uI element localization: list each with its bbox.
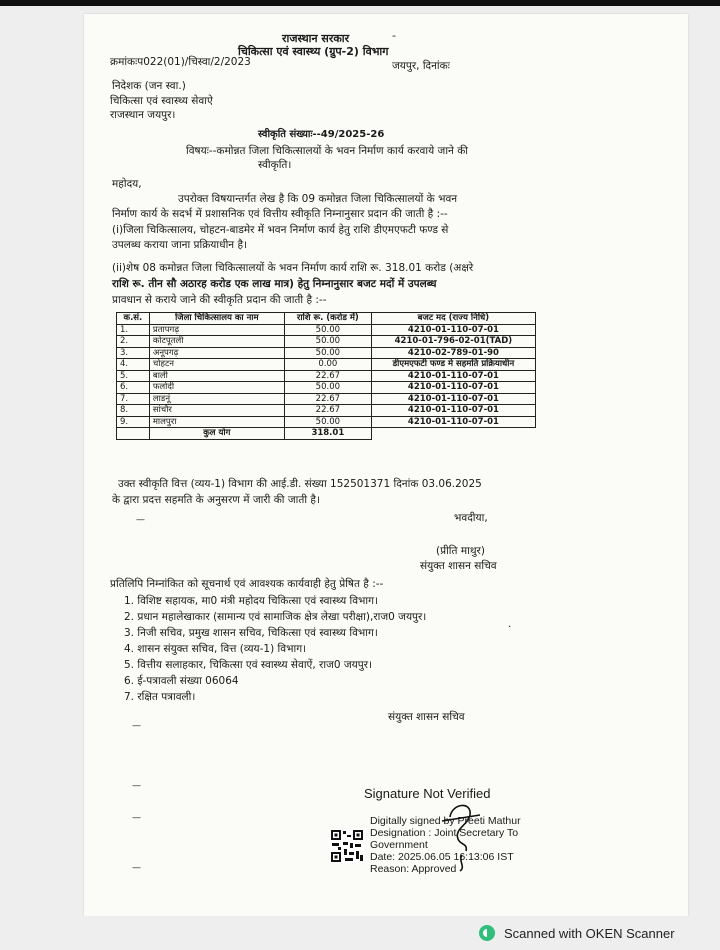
hospital-cell: लाडनूं bbox=[149, 393, 284, 405]
serial-cell: 2. bbox=[117, 336, 150, 348]
budget-head-cell: डीएमएफटी फण्ड मे सहमति प्रक्रियाधीन bbox=[371, 359, 535, 371]
total-label: कुल योग bbox=[149, 428, 284, 440]
hospital-cell: बाली bbox=[149, 370, 284, 382]
total-empty-cell bbox=[117, 428, 150, 440]
budget-head-cell: 4210-01-110-07-01 bbox=[371, 324, 535, 336]
qr-code bbox=[330, 829, 364, 863]
amount-cell: 50.00 bbox=[284, 416, 371, 428]
table-row bbox=[117, 347, 536, 359]
scan-mark: — bbox=[132, 781, 141, 791]
copy-to-item: 5. वित्तीय सलाहकार, चिकित्सा एवं स्वास्थ्य सेवाऐं, राज0 जयपुर। bbox=[124, 659, 372, 671]
col-header-amount: राशि रू. (करोड में) bbox=[284, 313, 371, 325]
hospital-cell: प्रतापगढ़ bbox=[149, 324, 284, 336]
scan-mark: — bbox=[132, 813, 141, 823]
col-header-serial: क.सं. bbox=[117, 313, 150, 325]
handwritten-signature bbox=[432, 795, 492, 875]
hospital-cell: कोटपूतली bbox=[149, 336, 284, 348]
amount-cell: 22.67 bbox=[284, 370, 371, 382]
top-edge-bar bbox=[0, 0, 720, 6]
signature-date: Date: 2025.06.05 16:13:06 IST bbox=[370, 851, 514, 863]
salutation: महोदय, bbox=[112, 178, 142, 190]
table-row bbox=[117, 324, 536, 336]
scan-mark: — bbox=[132, 721, 141, 731]
table-header-row bbox=[117, 313, 536, 325]
serial-cell: 1. bbox=[117, 324, 150, 336]
serial-cell: 9. bbox=[117, 416, 150, 428]
scan-mark: - bbox=[392, 29, 396, 42]
subject-line-1: विषयः--कमोन्नत जिला चिकित्सालयों के भवन निर्माण कार्य करवाये जाने की bbox=[186, 145, 469, 157]
copy-to-item: 3. निजी सचिव, प्रमुख शासन सचिव, चिकित्सा एवं स्वास्थ्य विभाग। bbox=[124, 627, 378, 639]
table-row bbox=[117, 370, 536, 382]
copy-to-item: 6. ई-पत्रावली संख्या 06064 bbox=[124, 675, 239, 687]
serial-cell: 8. bbox=[117, 405, 150, 417]
copy-signoff: संयुक्त शासन सचिव bbox=[388, 711, 465, 723]
amount-cell: 22.67 bbox=[284, 393, 371, 405]
table-row bbox=[117, 359, 536, 371]
hospital-cell: फलोदी bbox=[149, 382, 284, 394]
copy-to-item: 1. विशिष्ट सहायक, मा0 मंत्री महोदय चिकित्सा एवं स्वास्थ्य विभाग। bbox=[124, 595, 379, 607]
body-para-3-line-2: राशि रू. तीन सौ अठारह करोड एक लाख मात्र) हेतु निम्नानुसार बजट मदों में उपलब्ध bbox=[112, 278, 437, 290]
budget-head-cell: 4210-02-789-01-90 bbox=[371, 347, 535, 359]
table-row bbox=[117, 382, 536, 394]
body-para-2-line-2: उपलब्ध कराया जाना प्रक्रियाधीन है। bbox=[112, 239, 248, 251]
scan-mark: — bbox=[132, 863, 141, 873]
col-header-hospital: जिला चिकित्सालय का नाम bbox=[149, 313, 284, 325]
budget-head-cell: 4210-01-110-07-01 bbox=[371, 382, 535, 394]
department-name: चिकित्सा एवं स्वास्थ्य (ग्रुप-2) विभाग bbox=[238, 45, 389, 58]
amount-cell: 50.00 bbox=[284, 336, 371, 348]
scanner-watermark: Scanned with OKEN Scanner bbox=[504, 926, 675, 941]
serial-cell: 7. bbox=[117, 393, 150, 405]
amount-cell: 22.67 bbox=[284, 405, 371, 417]
body-para-2-line-1: (i)जिला चिकित्सालय, चोहटन-बाडमेर में भवन निर्माण कार्य हेतु राशि डीएमएफटी फण्ड से bbox=[112, 224, 449, 236]
body-para-1-line-2: निर्माण कार्य के सदर्भ में प्रशासनिक एवं वित्तीय स्वीकृति निम्नानुसार प्रदान की जाती है :-- bbox=[112, 208, 448, 220]
table-total-row bbox=[117, 428, 536, 440]
amount-cell: 0.00 bbox=[284, 359, 371, 371]
signatory-designation: संयुक्त शासन सचिव bbox=[420, 560, 497, 572]
sanction-number: स्वीकृति संख्याः--49/2025-26 bbox=[258, 129, 385, 140]
concurrence-line-2: के द्वारा प्रदत्त सहमति के अनुसरण में जारी की जाती है। bbox=[112, 494, 320, 506]
table-row bbox=[117, 393, 536, 405]
place-date: जयपुर, दिनांकः bbox=[392, 60, 450, 72]
addressee-line-3: राजस्थान जयपुर। bbox=[110, 109, 176, 121]
budget-table bbox=[116, 312, 536, 440]
signature-designation: Designation : Joint Secretary To bbox=[370, 827, 519, 839]
serial-cell: 6. bbox=[117, 382, 150, 394]
serial-cell: 3. bbox=[117, 347, 150, 359]
serial-cell: 5. bbox=[117, 370, 150, 382]
table-row bbox=[117, 416, 536, 428]
amount-cell: 50.00 bbox=[284, 347, 371, 359]
budget-head-cell: 4210-01-110-07-01 bbox=[371, 405, 535, 417]
signature-reason: Reason: Approved bbox=[370, 863, 457, 875]
col-header-budget-head: बजट मद (राज्य निधि) bbox=[371, 313, 535, 325]
oken-scanner-icon bbox=[478, 924, 496, 942]
signature-signed-by: Digitally signed by Preeti Mathur bbox=[370, 815, 521, 827]
total-value: 318.01 bbox=[284, 428, 371, 440]
yours-faithfully: भवदीया, bbox=[454, 512, 488, 524]
addressee-line-2: चिकित्सा एवं स्वास्थ्य सेवाऐ bbox=[110, 95, 213, 107]
copy-to-item: 2. प्रधान महालेखाकार (सामान्य एवं सामाजिक क्षेत्र लेखा परीक्षा),राज0 जयपुर। bbox=[124, 611, 427, 623]
copy-to-item: 4. शासन संयुक्त सचिव, वित्त (व्यय-1) विभाग। bbox=[124, 643, 307, 655]
table-row bbox=[117, 405, 536, 417]
budget-head-cell: 4210-01-110-07-01 bbox=[371, 416, 535, 428]
hospital-cell: सांचौर bbox=[149, 405, 284, 417]
hospital-cell: मालपुरा bbox=[149, 416, 284, 428]
subject-line-2: स्वीकृति। bbox=[258, 159, 292, 171]
scan-mark: — bbox=[136, 515, 145, 525]
signatory-name: (प्रीति माथुर) bbox=[436, 545, 485, 557]
addressee-line-1: निदेशक (जन स्वा.) bbox=[112, 80, 186, 92]
signature-status: Signature Not Verified bbox=[364, 786, 491, 801]
reference-number: क्रमांकःप022(01)/चिस्वा/2/2023 bbox=[110, 56, 251, 68]
copy-to-item: 7. रक्षित पत्रावली। bbox=[124, 691, 196, 703]
budget-head-cell: 4210-01-796-02-01(TAD) bbox=[371, 336, 535, 348]
amount-cell: 50.00 bbox=[284, 382, 371, 394]
serial-cell: 4. bbox=[117, 359, 150, 371]
hospital-cell: अनूपगढ़ bbox=[149, 347, 284, 359]
body-para-3-line-1: (ii)शेष 08 कमोन्नत जिला चिकित्सालयों के भवन निर्माण कार्य राशि रू. 318.01 करोड (अक्षरे bbox=[112, 262, 474, 274]
concurrence-line-1: उक्त स्वीकृति वित्त (व्यय-1) विभाग की आई.डी. संख्या 152501371 दिनांक 03.06.2025 bbox=[118, 478, 482, 490]
scan-mark: . bbox=[508, 618, 512, 630]
amount-cell: 50.00 bbox=[284, 324, 371, 336]
total-empty-cell bbox=[371, 428, 535, 440]
hospital-cell: चोहटन bbox=[149, 359, 284, 371]
body-para-1-line-1: उपरोक्त विषयान्तर्गत लेख है कि 09 कमोन्नत जिला चिकित्सालयों के भवन bbox=[178, 193, 458, 205]
govt-name: राजस्थान सरकार bbox=[282, 32, 350, 45]
table-row bbox=[117, 336, 536, 348]
budget-head-cell: 4210-01-110-07-01 bbox=[371, 393, 535, 405]
signature-designation-cont: Government bbox=[370, 839, 428, 851]
copy-to-intro: प्रतिलिपि निम्नांकित को सूचनार्थ एवं आवश्यक कार्यवाही हेतु प्रेषित है :-- bbox=[110, 578, 384, 590]
budget-head-cell: 4210-01-110-07-01 bbox=[371, 370, 535, 382]
body-para-3-line-3: प्रावधान से कराये जाने की स्वीकृति प्रदान की जाती है :-- bbox=[112, 294, 327, 306]
